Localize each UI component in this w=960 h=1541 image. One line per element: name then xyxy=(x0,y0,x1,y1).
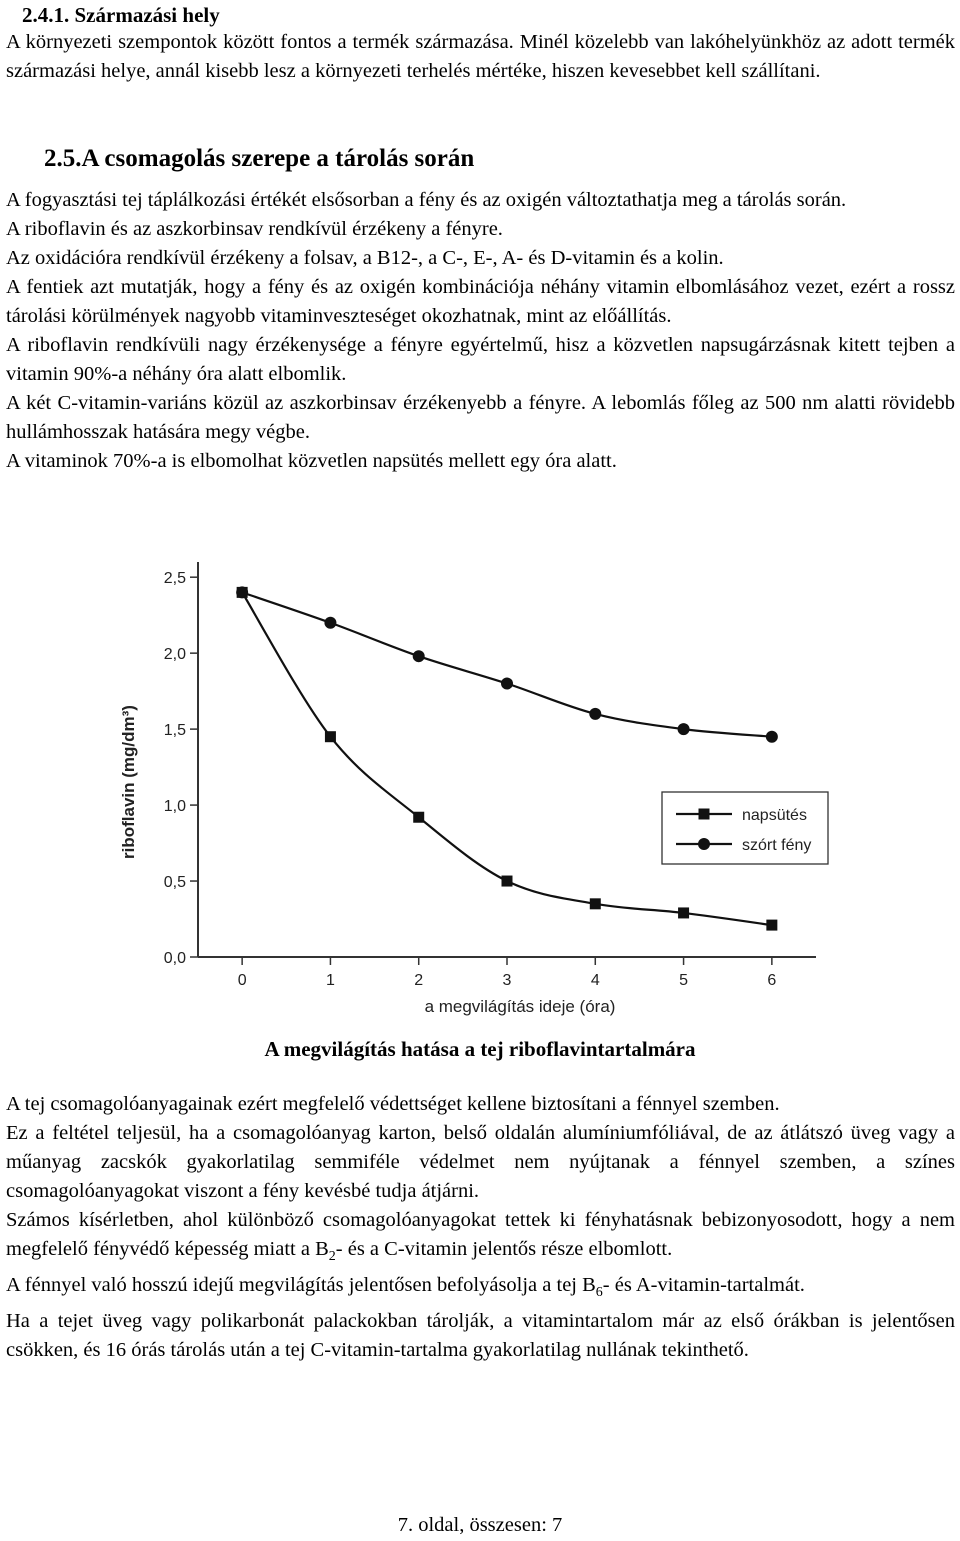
y-tick-label: 2,0 xyxy=(163,646,186,664)
y-tick-label: 0,0 xyxy=(163,950,186,967)
chart-series xyxy=(236,586,778,930)
page-footer: 7. oldal, összesen: 7 xyxy=(397,1514,563,1536)
data-point-square xyxy=(413,812,424,823)
y-tick-label: 1,0 xyxy=(163,798,186,816)
x-tick-label: 1 xyxy=(325,972,335,989)
x-axis-label: a megvilágítás ideje (óra) xyxy=(424,997,616,1016)
body-paragraph: A tej csomagolóanyagainak ezért megfelelő védettséget kellene biztosítani a fénnyel szemben. xyxy=(6,1093,780,1115)
subscript: 2 xyxy=(328,1249,336,1265)
riboflavin-chart xyxy=(110,552,830,1022)
paragraph-text: - és A-vitamin-tartalmát. xyxy=(602,1274,805,1297)
data-point-circle xyxy=(766,731,778,743)
legend-marker-circle xyxy=(698,838,710,850)
x-tick-label: 6 xyxy=(767,972,777,989)
data-point-square xyxy=(502,876,513,887)
series-line xyxy=(242,592,772,925)
legend-label: szórt fény xyxy=(742,837,812,854)
data-point-circle xyxy=(324,617,336,629)
body-paragraph xyxy=(6,1271,955,1307)
origin-paragraph: A környezeti szempontok között fontos a termék származása. Minél közelebb van lakóhelyünkhöz az adott termék származási helye, annál kisebb lesz a környezeti terhelés mértéke, hiszen kevesebbet kell szállítani. xyxy=(6,31,955,82)
paragraph-text: A fénnyel való hosszú idejű megvilágítás jelentősen befolyásolja a tej B xyxy=(6,1274,596,1297)
data-point-circle xyxy=(236,586,248,598)
data-point-square xyxy=(325,731,336,742)
subsection-heading: 2.4.1. Származási hely xyxy=(22,3,220,27)
body-paragraph xyxy=(6,1206,955,1271)
chart-legend xyxy=(662,792,828,864)
paragraph-text: - és a C-vitamin jelentős része elbomlott. xyxy=(335,1238,673,1260)
x-tick-label: 0 xyxy=(237,972,247,989)
x-tick-label: 4 xyxy=(590,972,600,989)
data-point-square xyxy=(590,898,601,909)
body-paragraph: A fentiek azt mutatják, hogy a fény és az oxigén kombinációja néhány vitamin elbomlásához vezet, ezért a rossz tárolási körülmények nagyobb vitaminveszteséget okozhatnak, mint az előállítás. xyxy=(6,276,955,327)
after-figure-paragraphs xyxy=(6,1090,955,1365)
y-tick-label: 0,5 xyxy=(163,874,186,892)
x-tick-label: 2 xyxy=(414,972,424,989)
body-paragraph: A két C-vitamin-variáns közül az aszkorbinsav érzékenyebb a fényre. A lebomlás főleg az 500 nm alatti rövidebb hullámhosszak hatására megy végbe. xyxy=(6,392,955,443)
y-tick-label: 2,5 xyxy=(163,570,186,588)
data-point-square xyxy=(766,920,777,931)
data-point-square xyxy=(678,907,689,918)
body-paragraph: Ha a tejet üveg vagy polikarbonát palackokban tárolják, a vitamintartalom már az első órákban is jelentősen csökken, és 16 órás tárolás után a tej C-vitamin-tartalma gyakorlatilag nullának tekinthető. xyxy=(6,1310,955,1362)
series-line xyxy=(242,592,772,736)
body-paragraph: A fogyasztási tej táplálkozási értékét elsősorban a fény és az oxigén változtathatja meg a tárolás során. xyxy=(6,189,847,211)
legend-label: napsütés xyxy=(742,807,807,824)
x-tick-label: 5 xyxy=(679,972,689,989)
data-point-circle xyxy=(589,708,601,720)
y-axis-label: riboflavin (mg/dm³) xyxy=(119,705,138,859)
body-paragraph: A riboflavin rendkívüli nagy érzékenysége a fényre egyértelmű, hisz a közvetlen napsugárzásnak kitett tejben a vitamin 90%-a néhány óra alatt elbomlik. xyxy=(6,334,955,385)
data-point-circle xyxy=(501,678,513,690)
subscript: 6 xyxy=(595,1285,603,1301)
packaging-paragraphs xyxy=(6,186,955,476)
data-point-circle xyxy=(678,723,690,735)
body-paragraph: Az oxidációra rendkívül érzékeny a folsav, a B12-, a C-, E-, A- és D-vitamin és a kolin. xyxy=(6,247,724,269)
origin-paragraph-block xyxy=(6,28,955,86)
data-point-circle xyxy=(413,650,425,662)
figure-caption: A megvilágítás hatása a tej riboflavintartalmára xyxy=(264,1037,696,1061)
section-heading: 2.5.A csomagolás szerepe a tárolás során xyxy=(44,145,475,172)
x-tick-label: 3 xyxy=(502,972,512,989)
y-tick-label: 1,5 xyxy=(163,722,186,740)
body-paragraph: Ez a feltétel teljesül, ha a csomagolóanyag karton, belső oldalán alumíniumfóliával, de az átlátszó üveg vagy a műanyag zacskók gyakorlatilag semmiféle védelmet nem nyújtanak a fénnyel szemben, a színes csomagolóanyagokat viszont a fény kevésbé tudja átjárni. xyxy=(6,1122,955,1202)
paragraph-text: Számos kísérletben, ahol különböző csomagolóanyagokat tettek ki fényhatásnak bebizonyosodott, hogy a nem megfelelő fényvédő képesség miatt a B xyxy=(6,1209,955,1260)
body-paragraph: A riboflavin és az aszkorbinsav rendkívül érzékeny a fényre. xyxy=(6,218,503,240)
legend-marker-square xyxy=(699,809,710,820)
body-paragraph: A vitaminok 70%-a is elbomolhat közvetlen napsütés mellett egy óra alatt. xyxy=(6,450,617,472)
